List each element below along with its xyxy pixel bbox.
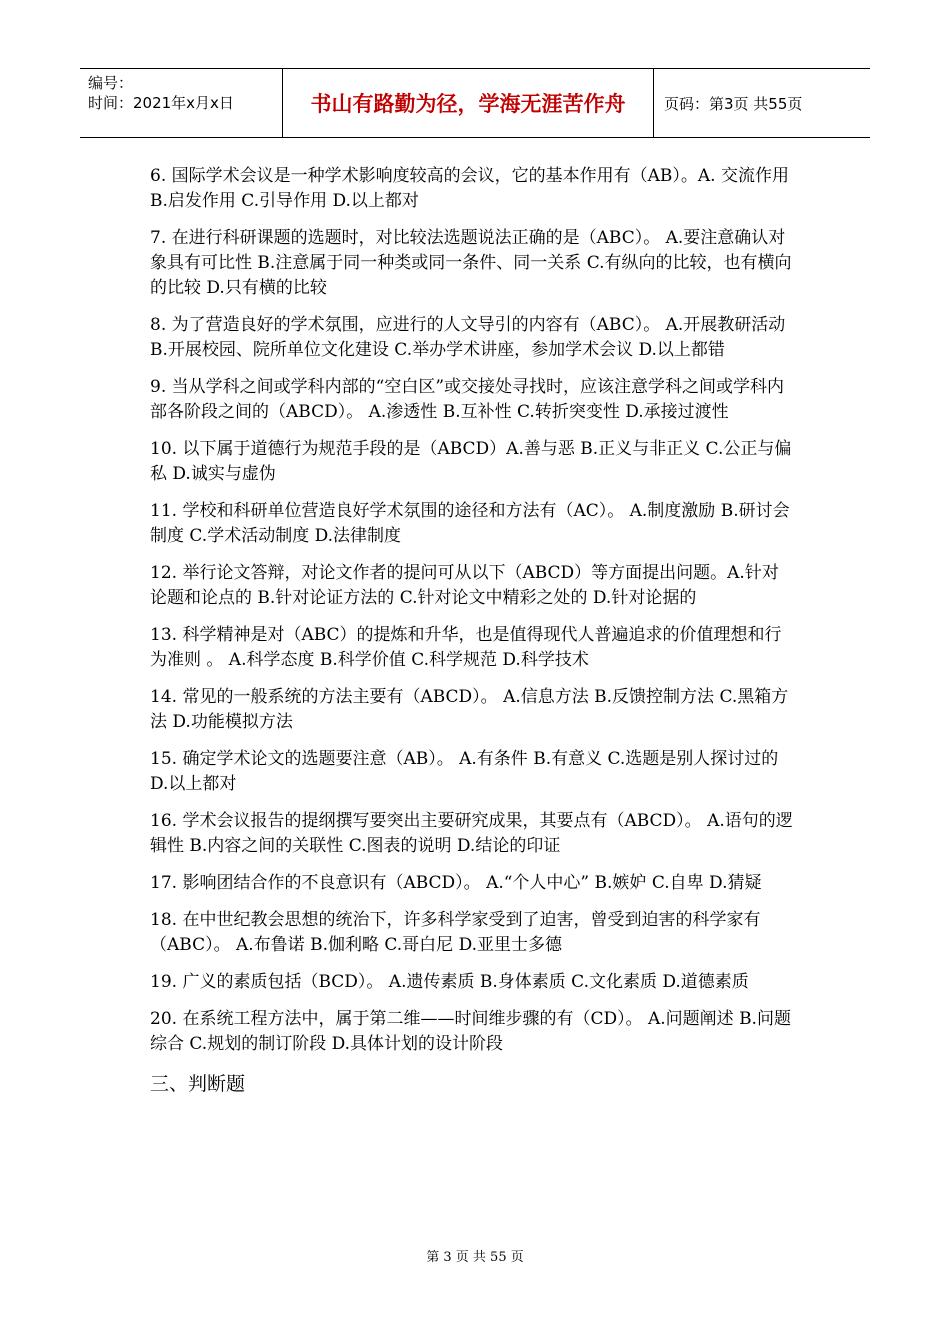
question-item: 15. 确定学术论文的选题要注意（AB）。 A.有条件 B.有意义 C.选题是别人探讨过的 D.以上都对	[150, 749, 779, 794]
header-meta	[80, 69, 282, 137]
question-list	[150, 164, 795, 1096]
document-number-label: 编号：	[88, 74, 134, 92]
question-item: 18. 在中世纪教会思想的统治下，许多科学家受到了迫害，曾受到迫害的科学家有（ABC）。 A.布鲁诺 B.伽利略 C.哥白尼 D.亚里士多德	[150, 910, 761, 955]
question-item: 13. 科学精神是对（ABC）的提炼和升华，也是值得现代人普遍追求的价值理想和行为准则 。 A.科学态度 B.科学价值 C.科学规范 D.科学技术	[150, 625, 782, 670]
section-title: 三、判断题	[150, 1073, 246, 1095]
question-item: 8. 为了营造良好的学术氛围，应进行的人文导引的内容有（ABC）。 A.开展教研活动 B.开展校园、院所单位文化建设 C.举办学术讲座，参加学术会议 D.以上都错	[150, 315, 786, 360]
question-item: 12. 举行论文答辩，对论文作者的提问可从以下（ABCD）等方面提出问题。A.针对论题和论点的 B.针对论证方法的 C.针对论文中精彩之处的 D.针对论据的	[150, 563, 779, 608]
question-item: 20. 在系统工程方法中，属于第二维——时间维步骤的有（CD）。 A.问题阐述 B.问题综合 C.规划的制订阶段 D.具体计划的设计阶段	[150, 1009, 791, 1054]
question-item: 14. 常见的一般系统的方法主要有（ABCD）。 A.信息方法 B.反馈控制方法 C.黑箱方法 D.功能模拟方法	[150, 687, 789, 732]
question-item: 11. 学校和科研单位营造良好学术氛围的途径和方法有（AC）。 A.制度激励 B.研讨会制度 C.学术活动制度 D.法律制度	[150, 501, 790, 546]
question-item: 17. 影响团结合作的不良意识有（ABCD）。 A.“个人中心” B.嫉妒 C.自卑 D.猜疑	[150, 873, 762, 893]
question-item: 6. 国际学术会议是一种学术影响度较高的会议，它的基本作用有（AB）。A. 交流作用 B.启发作用 C.引导作用 D.以上都对	[150, 166, 789, 211]
header-motto-cell	[282, 69, 654, 137]
page-header	[80, 68, 870, 138]
question-item: 9. 当从学科之间或学科内部的“空白区”或交接处寻找时，应该注意学科之间或学科内部各阶段之间的（ABCD）。 A.渗透性 B.互补性 C.转折突变性 D.承接过渡性	[150, 377, 785, 422]
question-item: 10. 以下属于道德行为规范手段的是（ABCD）A.善与恶 B.正义与非正义 C.公正与偏私 D.诚实与虚伪	[150, 439, 792, 484]
page-footer: 第 3 页 共 55 页	[426, 1250, 524, 1265]
question-item: 19. 广义的素质包括（BCD）。 A.遗传素质 B.身体素质 C.文化素质 D.道德素质	[150, 972, 749, 992]
document-time-label: 时间：2021年x月x日	[88, 94, 234, 112]
question-item: 16. 学术会议报告的提纲撰写要突出主要研究成果，其要点有（ABCD）。 A.语句的逻辑性 B.内容之间的关联性 C.图表的说明 D.结论的印证	[150, 811, 793, 856]
header-page-info: 页码：第3页 共55页	[664, 94, 803, 113]
header-motto: 书山有路勤为径，学海无涯苦作舟	[310, 92, 626, 116]
question-item: 7. 在进行科研课题的选题时，对比较法选题说法正确的是（ABC）。 A.要注意确认对象具有可比性 B.注意属于同一种类或同一条件、同一关系 C.有纵向的比较，也有横向的比较 D.只有横的比较	[150, 228, 792, 298]
